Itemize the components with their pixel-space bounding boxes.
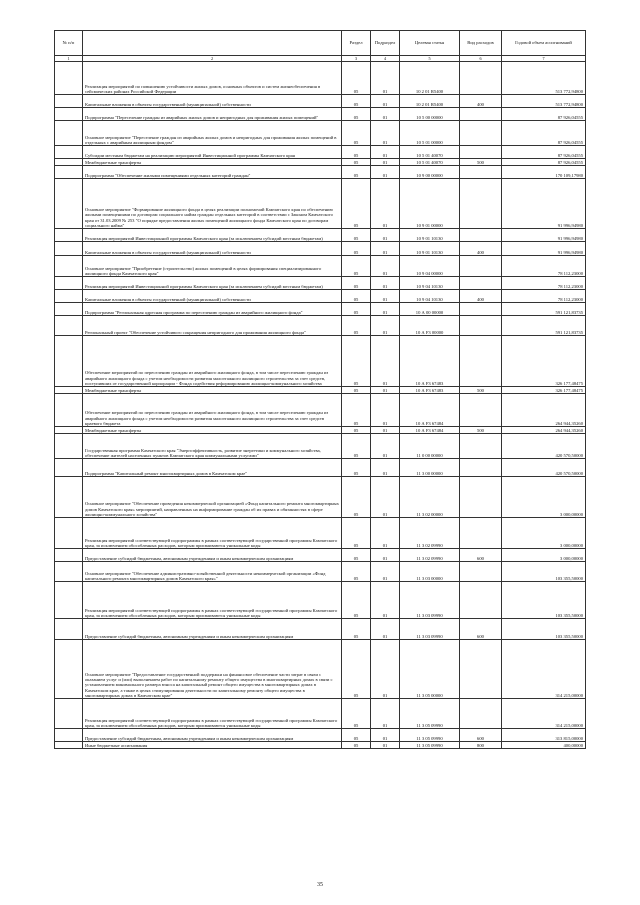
razdel-cell: 05 — [342, 387, 371, 394]
razdel-cell: 05 — [342, 562, 371, 582]
podrazdel-cell: 01 — [371, 459, 400, 477]
target-article-cell: 11 3 02 09990 — [400, 549, 460, 562]
target-article-cell: 10 А F3 67484 — [400, 427, 460, 434]
header-expense-type: Вид расходов — [460, 31, 502, 56]
table-row — [55, 179, 586, 229]
table-row — [55, 166, 586, 179]
table-row — [55, 95, 586, 108]
name-cell: Основное мероприятие "Обеспечение административно-хозяйственной деятельности некоммерческой организации «Фонд капитального ремонта многоквартирных домов Камчатского края»" — [83, 562, 342, 582]
num-cell — [55, 582, 83, 619]
amount-cell: 264 944,35260 — [502, 427, 586, 434]
expense-type-cell — [460, 518, 502, 549]
num-cell — [55, 256, 83, 277]
name-cell: Капитальные вложения в объекты государственной (муниципальной) собственности — [83, 95, 342, 108]
name-cell: Субсидии местным бюджетам на реализацию мероприятий Инвестиционной программы Камчатского края — [83, 146, 342, 159]
page-number: 35 — [317, 882, 323, 888]
target-article-cell: 10 А 00 00000 — [400, 303, 460, 316]
razdel-cell: 05 — [342, 256, 371, 277]
budget-table — [54, 30, 586, 749]
header-name — [83, 31, 342, 56]
target-article-cell: 10 2 01 R5400 — [400, 62, 460, 95]
podrazdel-cell: 01 — [371, 277, 400, 290]
table-row — [55, 640, 586, 699]
num-cell — [55, 640, 83, 699]
amount-cell: 78 112,23000 — [502, 256, 586, 277]
target-article-cell: 10 9 00 00000 — [400, 166, 460, 179]
podrazdel-cell: 01 — [371, 146, 400, 159]
table-row — [55, 582, 586, 619]
target-article-cell: 11 3 03 09990 — [400, 582, 460, 619]
razdel-cell: 05 — [342, 742, 371, 749]
amount-cell: 87 926,04555 — [502, 108, 586, 121]
table-row — [55, 549, 586, 562]
podrazdel-cell: 01 — [371, 95, 400, 108]
name-cell: Капитальные вложения в объекты государственной (муниципальной) собственности — [83, 290, 342, 303]
index-cell: 2 — [83, 56, 342, 62]
razdel-cell: 05 — [342, 394, 371, 427]
podrazdel-cell: 01 — [371, 159, 400, 166]
table-row — [55, 477, 586, 518]
header-num: № п/п — [55, 31, 83, 56]
num-cell — [55, 742, 83, 749]
num-cell — [55, 394, 83, 427]
name-cell: Предоставление субсидий бюджетным, автономным учреждениям и иным некоммерческим организациям — [83, 729, 342, 742]
amount-cell: 78 112,23000 — [502, 290, 586, 303]
razdel-cell: 05 — [342, 549, 371, 562]
table-row — [55, 562, 586, 582]
target-article-cell: 11 3 00 00000 — [400, 459, 460, 477]
expense-type-cell — [460, 699, 502, 729]
target-article-cell: 11 0 00 00000 — [400, 434, 460, 459]
podrazdel-cell: 01 — [371, 434, 400, 459]
target-article-cell: 10 5 01 40070 — [400, 146, 460, 159]
name-cell: Реализация мероприятий соответствующей подпрограммы в рамках соответствующей государственной программы Камчатского края, за исключением обособленных расходов, которым присваиваются уникальные коды — [83, 699, 342, 729]
table-header-row — [55, 31, 586, 56]
num-cell — [55, 229, 83, 242]
name-cell: Государственная программа Камчатского края "Энергоэффективность, развитие энергетики и коммунального хозяйства, обеспечение жителей населенных пунктов Камчатского края коммунальными услугами" — [83, 434, 342, 459]
amount-cell: 420 570,50000 — [502, 434, 586, 459]
num-cell — [55, 146, 83, 159]
table-row — [55, 394, 586, 427]
amount-cell: 400,00000 — [502, 742, 586, 749]
name-cell: Иные бюджетные ассигнования — [83, 742, 342, 749]
amount-cell: 91 996,94980 — [502, 179, 586, 229]
razdel-cell: 05 — [342, 316, 371, 336]
target-article-cell: 10 5 01 00000 — [400, 121, 460, 146]
table-row — [55, 62, 586, 95]
name-cell: Межбюджетные трансферты — [83, 159, 342, 166]
razdel-cell: 05 — [342, 729, 371, 742]
name-cell: Предоставление субсидий бюджетным, автономным учреждениям и иным некоммерческим организациям — [83, 549, 342, 562]
num-cell — [55, 95, 83, 108]
table-row — [55, 518, 586, 549]
expense-type-cell: 400 — [460, 95, 502, 108]
table-row — [55, 316, 586, 336]
target-article-cell: 10 9 01 00000 — [400, 179, 460, 229]
podrazdel-cell: 01 — [371, 582, 400, 619]
target-article-cell: 11 3 03 09990 — [400, 619, 460, 640]
amount-cell: 87 926,04555 — [502, 159, 586, 166]
amount-cell: 87 926,04555 — [502, 146, 586, 159]
table-row — [55, 459, 586, 477]
table-row — [55, 290, 586, 303]
index-cell: 6 — [460, 56, 502, 62]
name-cell: Основное мероприятие "Приобретение (строительство) жилых помещений в целях формирования специализированного жилищного фонда Камчатского края" — [83, 256, 342, 277]
expense-type-cell: 600 — [460, 619, 502, 640]
razdel-cell: 05 — [342, 242, 371, 256]
name-cell: Основное мероприятие "Формирование жилищного фонда в целях реализации полномочий Камчатского края по обеспечению жилыми помещениями по договорам социального найма граждан отдельных категорий в соответствии с Законом Камчатского края от 31.03.2009 № 253 "О порядке предоставления жилых помещений жилищного фонда Камчатского края по договорам социального найма" — [83, 179, 342, 229]
expense-type-cell: 400 — [460, 290, 502, 303]
podrazdel-cell: 01 — [371, 427, 400, 434]
target-article-cell: 10 А F3 67483 — [400, 336, 460, 387]
target-article-cell: 10 9 01 10130 — [400, 242, 460, 256]
expense-type-cell: 500 — [460, 159, 502, 166]
table-row — [55, 729, 586, 742]
podrazdel-cell: 01 — [371, 316, 400, 336]
expense-type-cell: 600 — [460, 549, 502, 562]
razdel-cell: 05 — [342, 699, 371, 729]
razdel-cell: 05 — [342, 640, 371, 699]
podrazdel-cell: 01 — [371, 562, 400, 582]
target-article-cell: 10 2 01 R5400 — [400, 95, 460, 108]
num-cell — [55, 434, 83, 459]
table-row — [55, 108, 586, 121]
razdel-cell: 05 — [342, 290, 371, 303]
razdel-cell: 05 — [342, 518, 371, 549]
name-cell: Подпрограмма "Обеспечение жилыми помещениями отдельных категорий граждан" — [83, 166, 342, 179]
amount-cell: 420 570,50000 — [502, 459, 586, 477]
amount-cell: 3 000,00000 — [502, 518, 586, 549]
num-cell — [55, 316, 83, 336]
num-cell — [55, 62, 83, 95]
table-row — [55, 387, 586, 394]
table-row — [55, 256, 586, 277]
num-cell — [55, 619, 83, 640]
num-cell — [55, 277, 83, 290]
table-row — [55, 146, 586, 159]
amount-cell: 264 944,35260 — [502, 394, 586, 427]
table-row — [55, 742, 586, 749]
amount-cell: 513 772,94800 — [502, 62, 586, 95]
num-cell — [55, 518, 83, 549]
header-podrazdel: Подраздел — [371, 31, 400, 56]
name-cell: Межбюджетные трансферты — [83, 427, 342, 434]
podrazdel-cell: 01 — [371, 549, 400, 562]
amount-cell: 103 355,50000 — [502, 582, 586, 619]
podrazdel-cell: 01 — [371, 303, 400, 316]
podrazdel-cell: 01 — [371, 394, 400, 427]
podrazdel-cell: 01 — [371, 640, 400, 699]
amount-cell: 170 109,17980 — [502, 166, 586, 179]
razdel-cell: 05 — [342, 121, 371, 146]
amount-cell: 78 112,23000 — [502, 277, 586, 290]
num-cell — [55, 159, 83, 166]
podrazdel-cell: 01 — [371, 619, 400, 640]
target-article-cell: 11 3 03 00000 — [400, 562, 460, 582]
name-cell: Подпрограмма "Переселение граждан из аварийных жилых домов и непригодных для проживания жилых помещений" — [83, 108, 342, 121]
target-article-cell: 11 3 05 09990 — [400, 742, 460, 749]
amount-cell: 591 121,83735 — [502, 303, 586, 316]
name-cell: Реализация мероприятий соответствующей подпрограммы в рамках соответствующей государственной программы Камчатского края, за исключением обособленных расходов, которым присваиваются уникальные коды — [83, 582, 342, 619]
target-article-cell: 10 А F3 67483 — [400, 387, 460, 394]
target-article-cell: 11 3 05 09990 — [400, 729, 460, 742]
expense-type-cell — [460, 640, 502, 699]
podrazdel-cell: 01 — [371, 699, 400, 729]
index-cell: 7 — [502, 56, 586, 62]
expense-type-cell: 800 — [460, 742, 502, 749]
expense-type-cell — [460, 562, 502, 582]
expense-type-cell — [460, 229, 502, 242]
expense-type-cell: 400 — [460, 242, 502, 256]
header-annual-amount: Годовой объем ассигнований — [502, 31, 586, 56]
table-row — [55, 159, 586, 166]
razdel-cell: 05 — [342, 166, 371, 179]
num-cell — [55, 179, 83, 229]
table-row — [55, 121, 586, 146]
razdel-cell: 05 — [342, 427, 371, 434]
num-cell — [55, 290, 83, 303]
name-cell: Межбюджетные трансферты — [83, 387, 342, 394]
expense-type-cell — [460, 277, 502, 290]
target-article-cell: 10 9 01 10130 — [400, 229, 460, 242]
table-row — [55, 336, 586, 387]
amount-cell: 313 815,00000 — [502, 729, 586, 742]
expense-type-cell: 500 — [460, 387, 502, 394]
expense-type-cell — [460, 146, 502, 159]
expense-type-cell — [460, 62, 502, 95]
index-cell: 5 — [400, 56, 460, 62]
expense-type-cell — [460, 303, 502, 316]
podrazdel-cell: 01 — [371, 729, 400, 742]
target-article-cell: 10 А F3 67484 — [400, 394, 460, 427]
name-cell: Региональный проект "Обеспечение устойчивого сокращения непригодного для проживания жилищного фонда" — [83, 316, 342, 336]
num-cell — [55, 387, 83, 394]
amount-cell: 326 177,48475 — [502, 387, 586, 394]
table-row — [55, 277, 586, 290]
podrazdel-cell: 01 — [371, 108, 400, 121]
podrazdel-cell: 01 — [371, 336, 400, 387]
name-cell: Подпрограмма "Капитальный ремонт многоквартирных домов в Камчатском крае" — [83, 459, 342, 477]
podrazdel-cell: 01 — [371, 256, 400, 277]
num-cell — [55, 121, 83, 146]
table-row — [55, 303, 586, 316]
expense-type-cell — [460, 166, 502, 179]
target-article-cell: 10 9 04 10130 — [400, 290, 460, 303]
name-cell: Основное мероприятие "Предоставление государственной поддержки на финансовое обеспечение части затрат в связи с оказанием услуг и (или) выполнением работ по капитальному ремонту общего имущества в многоквартирных домах в связи с установлением минимального размера взноса на капитальный ремонт общего имущества в многоквартирных домах в Камчатском крае, а также в целях стимулирования деятельности по капитальному ремонту общего имущества в многоквартирных домах в Камчатском крае" — [83, 640, 342, 699]
razdel-cell: 05 — [342, 108, 371, 121]
num-cell — [55, 549, 83, 562]
target-article-cell: 11 3 05 09990 — [400, 699, 460, 729]
index-cell: 3 — [342, 56, 371, 62]
podrazdel-cell: 01 — [371, 179, 400, 229]
expense-type-cell — [460, 316, 502, 336]
podrazdel-cell: 01 — [371, 62, 400, 95]
amount-cell: 591 121,83735 — [502, 316, 586, 336]
name-cell: Обеспечение мероприятий по переселению граждан из аварийного жилищного фонда, в том числе переселению граждан из аварийного жилищного фонда с учетом необходимости развития малоэтажного жилищного строительства за счет средств, поступивших от государственной корпорации - Фонда содействия реформированию жилищно-коммунального хозяйства — [83, 336, 342, 387]
podrazdel-cell: 01 — [371, 166, 400, 179]
razdel-cell: 05 — [342, 179, 371, 229]
num-cell — [55, 336, 83, 387]
razdel-cell: 05 — [342, 477, 371, 518]
num-cell — [55, 729, 83, 742]
name-cell: Реализация мероприятий Инвестиционной программы Камчатского края (за исключением субсидий местным бюджетам) — [83, 229, 342, 242]
table-row — [55, 619, 586, 640]
header-razdel: Раздел — [342, 31, 371, 56]
expense-type-cell — [460, 336, 502, 387]
num-cell — [55, 699, 83, 729]
index-cell: 1 — [55, 56, 83, 62]
podrazdel-cell: 01 — [371, 742, 400, 749]
name-cell: Предоставление субсидий бюджетным, автономным учреждениям и иным некоммерческим организациям — [83, 619, 342, 640]
amount-cell: 103 355,50000 — [502, 562, 586, 582]
razdel-cell: 05 — [342, 434, 371, 459]
podrazdel-cell: 01 — [371, 121, 400, 146]
name-cell: Реализация мероприятий по повышению устойчивости жилых домов, основных объектов и систем жизнеобеспечения в сейсмических районах Российской Федерации — [83, 62, 342, 95]
table-row — [55, 229, 586, 242]
expense-type-cell: 500 — [460, 427, 502, 434]
podrazdel-cell: 01 — [371, 387, 400, 394]
razdel-cell: 05 — [342, 582, 371, 619]
header-target-article: Целевая статья — [400, 31, 460, 56]
amount-cell: 314 215,00000 — [502, 640, 586, 699]
num-cell — [55, 166, 83, 179]
table-row — [55, 427, 586, 434]
expense-type-cell: 600 — [460, 729, 502, 742]
expense-type-cell — [460, 179, 502, 229]
razdel-cell: 05 — [342, 229, 371, 242]
razdel-cell: 05 — [342, 277, 371, 290]
razdel-cell: 05 — [342, 62, 371, 95]
amount-cell: 103 355,50000 — [502, 619, 586, 640]
target-article-cell: 11 3 02 09990 — [400, 518, 460, 549]
target-article-cell: 10 9 04 10130 — [400, 277, 460, 290]
expense-type-cell — [460, 477, 502, 518]
amount-cell: 314 215,00000 — [502, 699, 586, 729]
name-cell: Подпрограмма "Региональная адресная программа по переселению граждан из аварийного жилищного фонда" — [83, 303, 342, 316]
podrazdel-cell: 01 — [371, 229, 400, 242]
razdel-cell: 05 — [342, 146, 371, 159]
table-row — [55, 242, 586, 256]
razdel-cell: 05 — [342, 459, 371, 477]
expense-type-cell — [460, 256, 502, 277]
num-cell — [55, 459, 83, 477]
amount-cell: 3 000,00000 — [502, 549, 586, 562]
target-article-cell: 10 А F3 00000 — [400, 316, 460, 336]
expense-type-cell — [460, 121, 502, 146]
expense-type-cell — [460, 108, 502, 121]
name-cell: Основное мероприятие "Переселение граждан из аварийных жилых домов и непригодных для проживания жилых помещений в отдельных с аварийным жилищным фондом" — [83, 121, 342, 146]
target-article-cell: 11 3 05 00000 — [400, 640, 460, 699]
podrazdel-cell: 01 — [371, 518, 400, 549]
razdel-cell: 05 — [342, 159, 371, 166]
name-cell: Основное мероприятие "Обеспечение проведения некоммерческой организацией «Фонд капитального ремонта многоквартирных домов Камчатского края» мероприятий, направленных на информирование граждан об их правах и обязанностях в сфере жилищно-коммунального хозяйства" — [83, 477, 342, 518]
amount-cell: 513 772,94800 — [502, 95, 586, 108]
expense-type-cell — [460, 434, 502, 459]
num-cell — [55, 242, 83, 256]
amount-cell: 91 996,94980 — [502, 229, 586, 242]
razdel-cell: 05 — [342, 336, 371, 387]
amount-cell: 3 000,00000 — [502, 477, 586, 518]
table-row — [55, 434, 586, 459]
num-cell — [55, 562, 83, 582]
name-cell: Реализация мероприятий Инвестиционной программы Камчатского края (за исключением субсидий местным бюджетам) — [83, 277, 342, 290]
razdel-cell: 05 — [342, 303, 371, 316]
target-article-cell: 10 5 00 00000 — [400, 108, 460, 121]
name-cell: Реализация мероприятий соответствующей подпрограммы в рамках соответствующей государственной программы Камчатского края, за исключением обособленных расходов, которым присваиваются уникальные коды — [83, 518, 342, 549]
name-cell: Капитальные вложения в объекты государственной (муниципальной) собственности — [83, 242, 342, 256]
name-cell: Обеспечение мероприятий по переселению граждан из аварийного жилищного фонда, в том числе переселению граждан из аварийного жилищного фонда с учетом необходимости развития малоэтажного жилищного строительства за счет средств краевого бюджета — [83, 394, 342, 427]
index-cell: 4 — [371, 56, 400, 62]
expense-type-cell — [460, 394, 502, 427]
num-cell — [55, 427, 83, 434]
amount-cell: 91 996,94980 — [502, 242, 586, 256]
podrazdel-cell: 01 — [371, 242, 400, 256]
podrazdel-cell: 01 — [371, 477, 400, 518]
amount-cell: 326 177,48475 — [502, 336, 586, 387]
table-body — [55, 62, 586, 749]
num-cell — [55, 477, 83, 518]
num-cell — [55, 303, 83, 316]
target-article-cell: 10 5 01 40070 — [400, 159, 460, 166]
num-cell — [55, 108, 83, 121]
expense-type-cell — [460, 582, 502, 619]
podrazdel-cell: 01 — [371, 290, 400, 303]
expense-type-cell — [460, 459, 502, 477]
amount-cell: 87 926,04555 — [502, 121, 586, 146]
target-article-cell: 11 3 02 00000 — [400, 477, 460, 518]
razdel-cell: 05 — [342, 619, 371, 640]
target-article-cell: 10 9 04 00000 — [400, 256, 460, 277]
razdel-cell: 05 — [342, 95, 371, 108]
table-row — [55, 699, 586, 729]
